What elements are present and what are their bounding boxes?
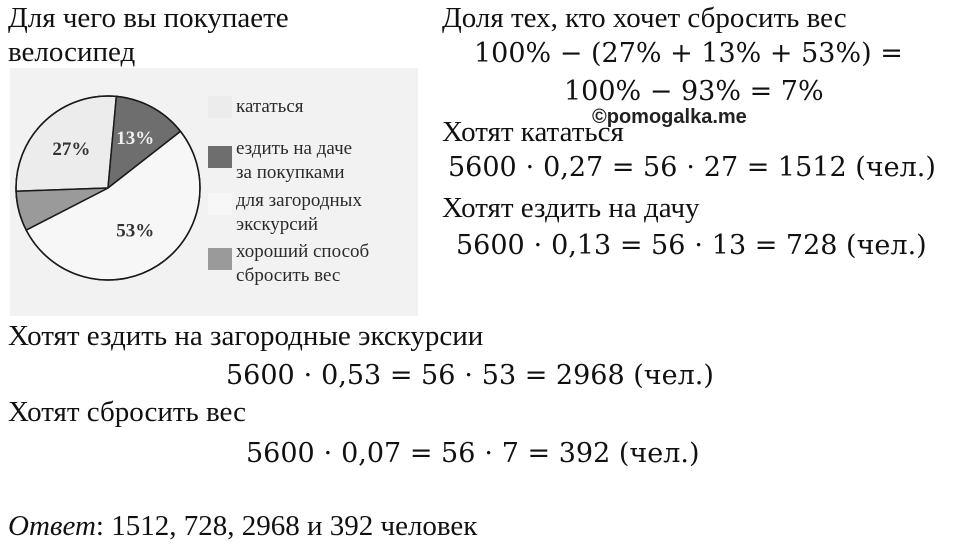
weight-heading: Хотят сбросить вес (8, 396, 247, 428)
pie-label-excursion: 53% (116, 220, 155, 242)
dacha-heading: Хотят ездить на дачу (442, 192, 700, 224)
legend-label-ride: кататься (236, 96, 304, 117)
dacha-equation: 5600 ⋅ 0,13 = 56 ⋅ 13 = 728 (чел.) (456, 230, 927, 261)
watermark: ©pomogalka.me (592, 106, 747, 128)
question-line-2: велосипед (8, 36, 136, 68)
excursion-heading: Хотят ездить на загородные экскурсии (8, 320, 484, 352)
lose-weight-equation-2: 100% − 93% = 7% (564, 76, 824, 107)
legend-label-weight-2: сбросить вес (236, 265, 341, 286)
legend-label-weight-1: хороший способ (236, 241, 370, 262)
pie-label-ride: 27% (52, 139, 91, 161)
lose-weight-heading: Доля тех, кто хочет сбросить вес (442, 2, 847, 34)
legend-swatch-ride (208, 96, 232, 118)
legend-label-excursion-2: экскурсий (236, 214, 319, 235)
legend-label-dacha-1: ездить на даче (236, 138, 353, 159)
ride-heading: Хотят кататься (442, 116, 624, 148)
answer-label: Ответ (8, 510, 96, 542)
pie-label-dacha: 13% (116, 127, 155, 149)
question-line-1: Для чего вы покупаете (8, 2, 289, 34)
legend-swatch-dacha (208, 146, 232, 168)
legend-label-dacha-2: за покупками (236, 162, 345, 183)
answer-text: : 1512, 728, 2968 и 392 человек (95, 510, 478, 542)
excursion-equation: 5600 ⋅ 0,53 = 56 ⋅ 53 = 2968 (чел.) (226, 360, 714, 391)
legend-swatch-excursion (208, 193, 232, 215)
weight-equation: 5600 ⋅ 0,07 = 56 ⋅ 7 = 392 (чел.) (246, 438, 700, 469)
ride-equation: 5600 ⋅ 0,27 = 56 ⋅ 27 = 1512 (чел.) (448, 152, 936, 183)
pie-chart-figure (10, 68, 418, 316)
legend-label-excursion-1: для загородных (236, 190, 362, 211)
answer-line (8, 512, 477, 541)
lose-weight-equation-1: 100% − (27% + 13% + 53%) = (474, 38, 903, 69)
legend-swatch-weight (208, 248, 232, 270)
